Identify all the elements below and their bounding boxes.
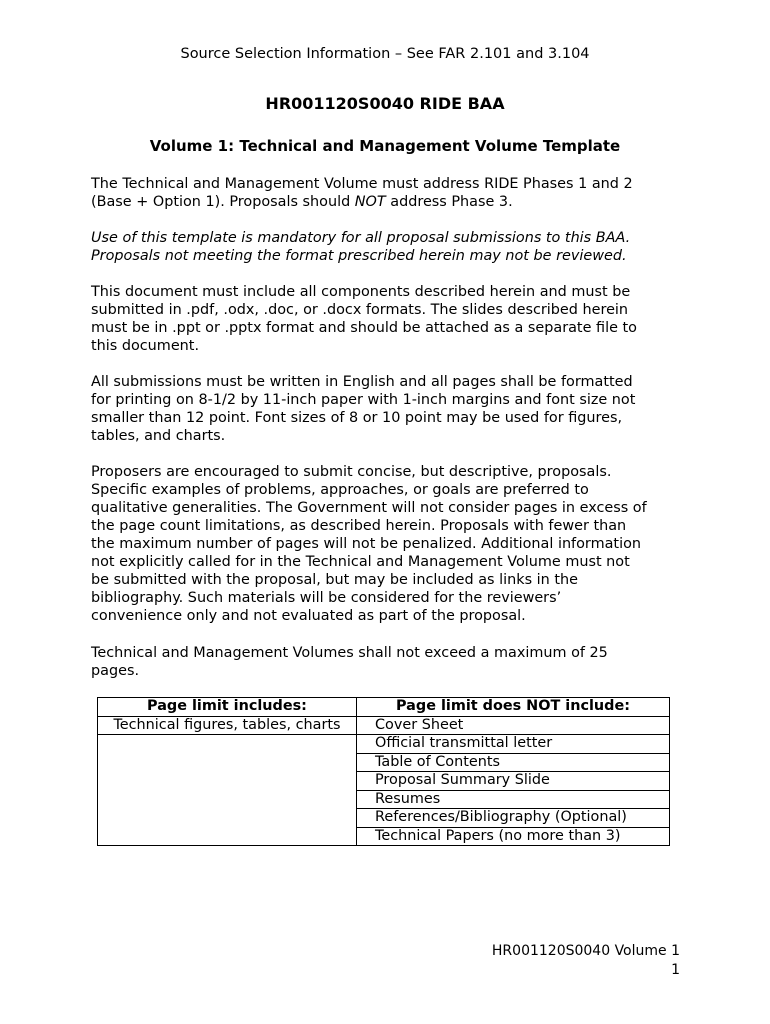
page-footer <box>492 942 680 980</box>
paragraph-line: This document must include all components described herein and must be <box>91 284 631 300</box>
paragraph-line: convenience only and not evaluated as part of the proposal. <box>91 608 526 624</box>
paragraph-line: tables, and charts. <box>91 428 226 444</box>
excludes-cell: Technical Papers (no more than 3) <box>357 827 670 846</box>
paragraph-line: Proposers are encouraged to submit concise, but descriptive, proposals. <box>91 464 612 480</box>
paragraph-line: this document. <box>91 338 200 354</box>
excludes-cell: References/Bibliography (Optional) <box>357 809 670 828</box>
footer-doc-label: HR001120S0040 Volume 1 <box>491 943 680 959</box>
emphasis-not: NOT <box>354 194 386 210</box>
paragraph-line: Specific examples of problems, approaches, or goals are preferred to <box>91 482 589 498</box>
paragraph-formatting-rules <box>91 373 691 445</box>
includes-empty-cell <box>98 735 357 846</box>
paragraph-line: be submitted with the proposal, but may be included as links in the <box>91 572 578 588</box>
table-header-row <box>98 698 670 717</box>
excludes-cell: Official transmittal letter <box>357 735 670 754</box>
paragraph-page-maximum <box>91 644 691 680</box>
paragraph-text: (Base + Option 1). Proposals should <box>91 194 355 210</box>
page-limit-table <box>97 697 670 846</box>
paragraph-phases <box>91 175 691 211</box>
column-header-excludes: Page limit does NOT include: <box>357 698 670 717</box>
paragraph-line: Technical and Management Volumes shall not exceed a maximum of 25 <box>91 645 608 661</box>
paragraph-formats <box>91 283 691 355</box>
excludes-cell: Table of Contents <box>357 753 670 772</box>
excludes-cell: Cover Sheet <box>357 716 670 735</box>
paragraph-line: The Technical and Management Volume must address RIDE Phases 1 and 2 <box>91 176 633 192</box>
excludes-cell: Proposal Summary Slide <box>357 772 670 791</box>
paragraph-line: Proposals not meeting the format prescribed herein may not be reviewed. <box>91 248 627 264</box>
paragraph-line: submitted in .pdf, .odx, .doc, or .docx formats. The slides described herein <box>91 302 629 318</box>
paragraph-line: smaller than 12 point. Font sizes of 8 or 10 point may be used for figures, <box>91 410 623 426</box>
paragraph-line: bibliography. Such materials will be considered for the reviewers’ <box>91 590 562 606</box>
footer-page-number: 1 <box>671 962 680 978</box>
paragraph-line: qualitative generalities. The Government will not consider pages in excess of <box>91 500 647 516</box>
paragraph-mandatory-template <box>91 229 691 265</box>
paragraph-line: pages. <box>91 663 140 679</box>
paragraph-line: Use of this template is mandatory for all proposal submissions to this BAA. <box>91 230 631 246</box>
includes-cell: Technical figures, tables, charts <box>98 716 357 735</box>
paragraph-text: address Phase 3. <box>385 194 513 210</box>
paragraph-line: the page count limitations, as described herein. Proposals with fewer than <box>91 518 627 534</box>
paragraph-line: must be in .ppt or .pptx format and should be attached as a separate file to <box>91 320 637 336</box>
paragraph-line: the maximum number of pages will not be penalized. Additional information <box>91 536 641 552</box>
table-row <box>98 735 670 754</box>
document-title: HR001120S0040 RIDE BAA <box>265 94 505 113</box>
paragraph-line: not explicitly called for in the Technical and Management Volume must not <box>91 554 630 570</box>
paragraph-line <box>91 193 691 211</box>
column-header-includes: Page limit includes: <box>98 698 357 717</box>
paragraph-concise-proposals <box>91 463 691 625</box>
document-subtitle: Volume 1: Technical and Management Volume Template <box>149 137 621 155</box>
source-selection-header: Source Selection Information – See FAR 2.101 and 3.104 <box>180 46 590 62</box>
paragraph-line: All submissions must be written in English and all pages shall be formatted <box>91 374 633 390</box>
excludes-cell: Resumes <box>357 790 670 809</box>
paragraph-line: for printing on 8-1/2 by 11-inch paper with 1-inch margins and font size not <box>91 392 636 408</box>
table-row <box>98 716 670 735</box>
